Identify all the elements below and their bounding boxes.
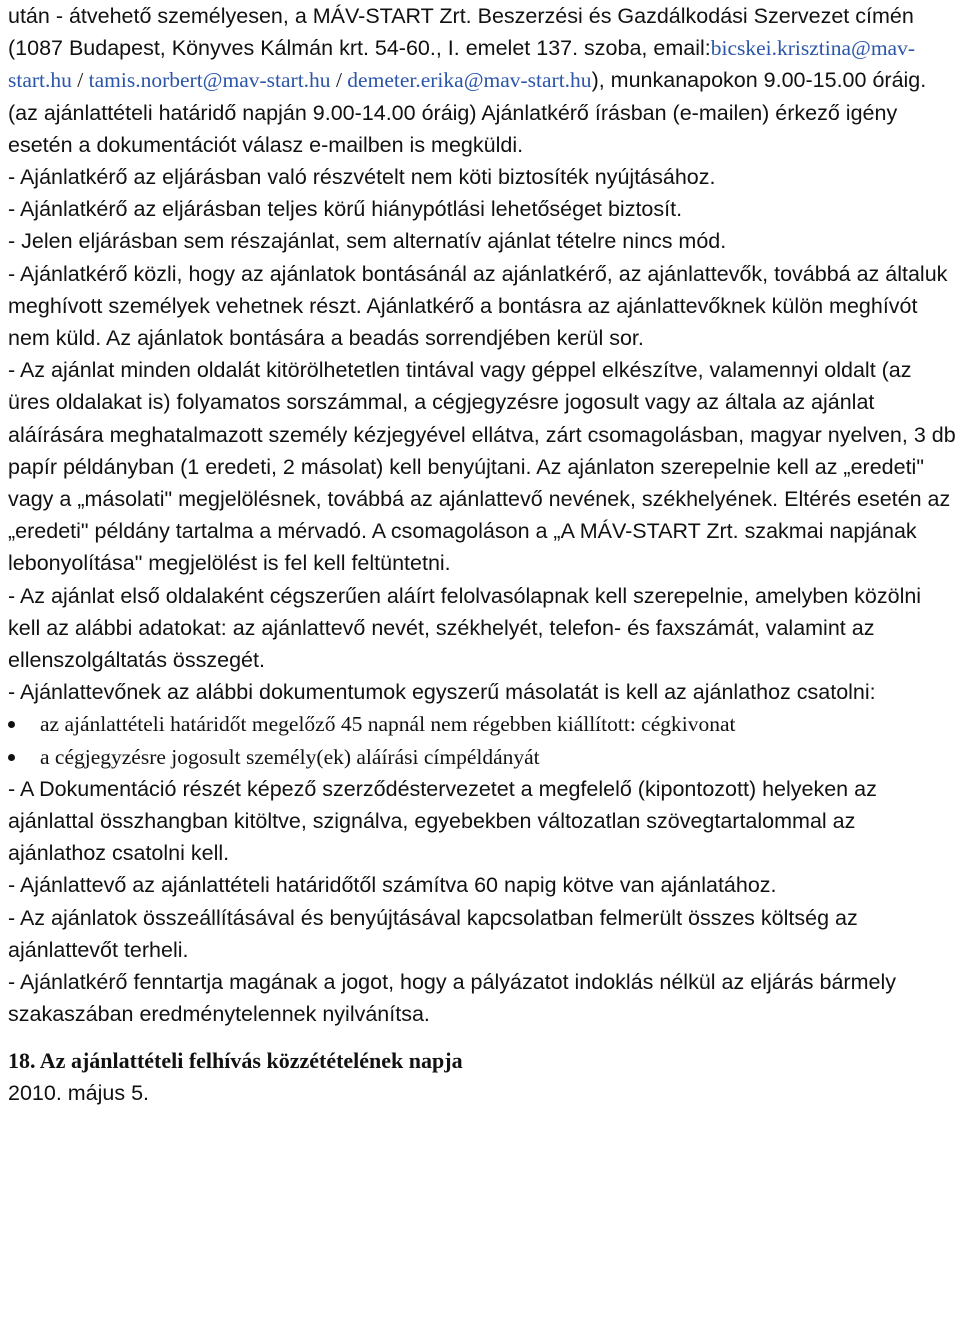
list-item: a cégjegyzésre jogosult személy(ek) aláírási címpéldányát bbox=[8, 741, 956, 773]
list-item: az ajánlattételi határidőt megelőző 45 napnál nem régebben kiállított: cégkivonat bbox=[8, 708, 956, 740]
bullet-icon bbox=[8, 721, 15, 728]
paragraph-attachments: - Ajánlattevőnek az alábbi dokumentumok egyszerű másolatát is kell az ajánlathoz csatolni: bbox=[8, 680, 876, 705]
contact-paragraph: után - átvehető személyesen, a MÁV-START Zrt. Beszerzési és Gazdálkodási Szervezet címén (1087 Budapest, Könyves Kálmán krt. 54-60., I. emelet 137. szoba, email:bicskei.krisztina@mav-start.hu / tamis.norbert@mav-start.hu / demeter.erika@mav-start.hu), munkanapokon 9.00-15.00 óráig. (az ajánlattételi határidő napján 9.00-14.00 óráig) Ajánlatkérő írásban (e-mailen) érkező igény esetén a dokumentációt válasz e-mailben is megküldi. bbox=[8, 4, 927, 157]
paragraph-costs: - Az ajánlatok összeállításával és benyújtásával kapcsolatban felmerült összes költség az ajánlattevőt terheli. bbox=[8, 905, 858, 962]
paragraph-opening: - Ajánlatkérő közli, hogy az ajánlatok bontásánál az ajánlatkérő, az ajánlattevők, továbbá az általuk meghívott személyek vehetnek részt. Ajánlatkérő a bontásra az ajánlattevőknek külön meghívót nem küld. Az ajánlatok bontására a beadás sorrendjében kerül sor. bbox=[8, 261, 948, 351]
paragraph-reservation: - Ajánlatkérő fenntartja magának a jogot, hogy a pályázatot indoklás nélkül az eljárás bármely szakaszában eredménytelennek nyilvánítsa. bbox=[8, 970, 896, 1027]
email-link-tamis[interactable]: tamis.norbert@mav-start.hu bbox=[88, 68, 331, 93]
paragraph-partial-offers: - Jelen eljárásban sem részajánlat, sem alternatív ajánlat tételre nincs mód. bbox=[8, 229, 727, 254]
paragraph-missing-documents: - Ajánlatkérő az eljárásban teljes körű hiánypótlási lehetőséget biztosít. bbox=[8, 197, 683, 222]
publication-date: 2010. május 5. bbox=[8, 1080, 150, 1105]
paragraph-contract-draft: - A Dokumentáció részét képező szerződéstervezetet a megfelelő (kipontozott) helyeken az ajánlattal összhangban kitöltve, szignálva, egyebekben változatlan szövegtartalommal az ajánlathoz csatolni kell. bbox=[8, 776, 877, 866]
attachment-list bbox=[8, 708, 956, 772]
email-link-bicskei[interactable]: bicskei.krisztina@mav-start.hu bbox=[8, 36, 916, 93]
email-link-demeter[interactable]: demeter.erika@mav-start.hu bbox=[347, 68, 592, 93]
section-spacer bbox=[8, 1031, 956, 1045]
document-page bbox=[8, 0, 956, 1109]
paragraph-submission-format: - Az ajánlat minden oldalát kitörölhetetlen tintával vagy géppel elkészítve, valamennyi oldalt (az üres oldalakat is) folyamatos sorszámmal, a cégjegyzésre jogosult vagy az általa az ajánlat aláírására meghatalmazott személy kézjegyével ellátva, zárt csomagolásban, magyar nyelven, 3 db papír példányban (1 eredeti, 2 másolat) kell benyújtani. Az ajánlaton szerepelnie kell az „eredeti" vagy a „másolati" megjelölésnek, továbbá az ajánlattevő nevének, székhelyének. Eltérés esetén az „eredeti" példány tartalma a mérvadó. A csomagoláson a „A MÁV-START Zrt. szakmai napjának lebonyolítása" megjelölést is fel kell feltüntetni. bbox=[8, 358, 956, 576]
section-heading-18: 18. Az ajánlattételi felhívás közzétételének napja bbox=[8, 1047, 463, 1073]
bullet-icon bbox=[8, 754, 15, 761]
paragraph-binding-period: - Ajánlattevő az ajánlattételi határidőtől számítva 60 napig kötve van ajánlatához. bbox=[8, 873, 777, 898]
paragraph-guarantee: - Ajánlatkérő az eljárásban való részvételt nem köti biztosíték nyújtásához. bbox=[8, 165, 716, 190]
paragraph-reading-sheet: - Az ajánlat első oldalaként cégszerűen aláírt felolvasólapnak kell szerepelnie, amelyben közölni kell az alábbi adatokat: az ajánlattevő nevét, székhelyét, telefon- és faxszámát, valamint az ellenszolgáltatás összegét. bbox=[8, 583, 922, 673]
